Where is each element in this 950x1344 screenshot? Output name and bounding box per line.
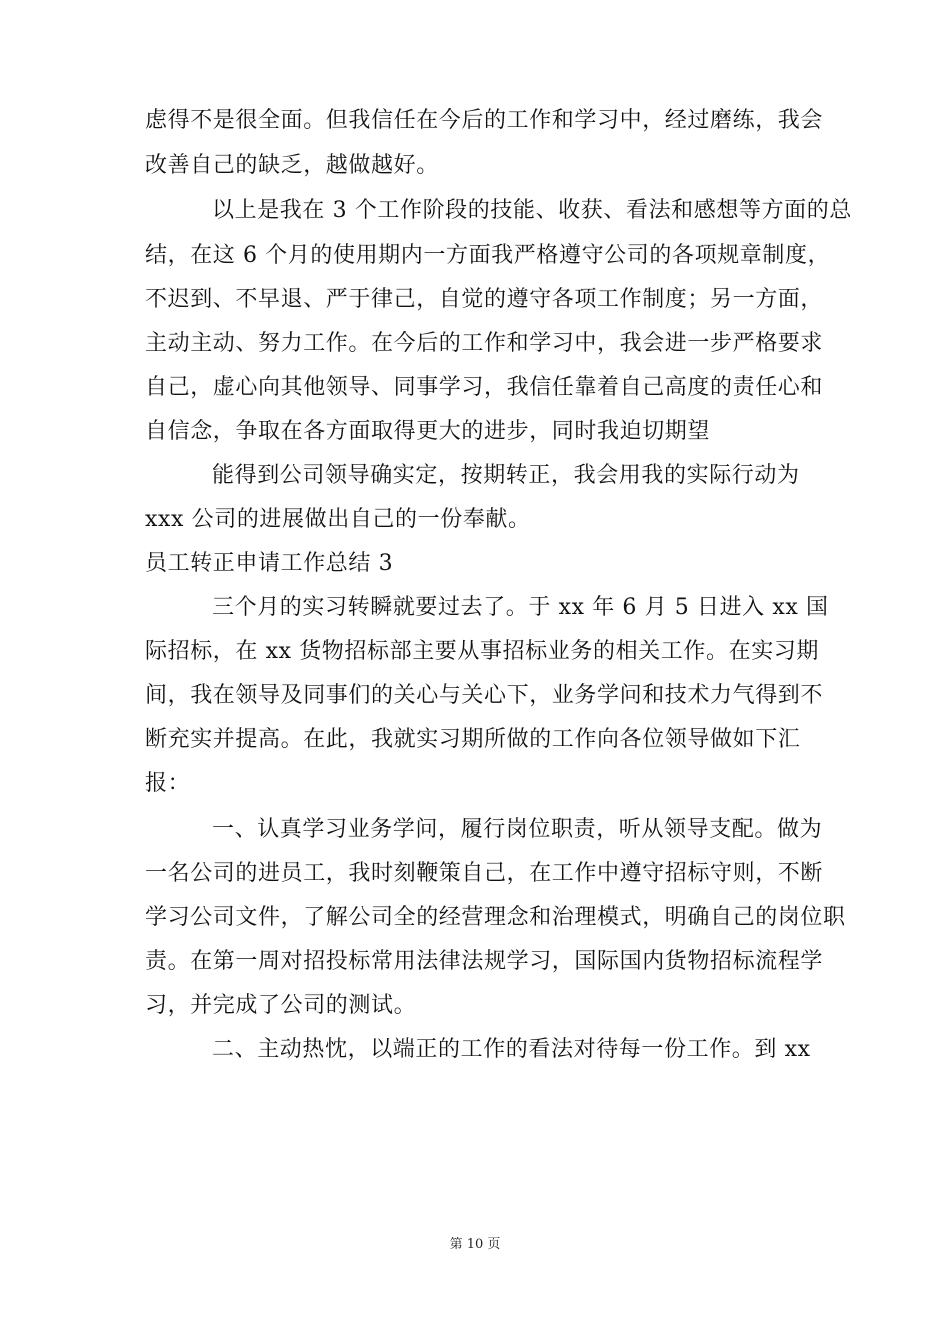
body-line: 自己，虚心向其他领导、同事学习，我信任靠着自己高度的责任心和 <box>145 375 824 400</box>
body-line: 改善自己的缺乏，越做越好。 <box>145 153 439 178</box>
body-line: 虑得不是很全面。但我信任在今后的工作和学习中，经过磨练，我会 <box>145 108 824 133</box>
paragraph-first-line: 一、认真学习业务学问，履行岗位职责，听从领导支配。做为 <box>212 817 823 842</box>
section-heading: 员工转正申请工作总结 3 <box>145 551 394 576</box>
page-number: 第 10 页 <box>449 1237 501 1252</box>
paragraph-first-line: 二、主动热忱，以端正的工作的看法对待每一份工作。到 xx <box>212 1037 811 1062</box>
paragraph-first-line: 三个月的实习转瞬就要过去了。于 xx 年 6 月 5 日进入 xx 国 <box>212 595 829 620</box>
body-line: 一名公司的进员工，我时刻鞭策自己，在工作中遵守招标守则，不断 <box>145 861 824 886</box>
body-line: 报： <box>145 771 191 796</box>
body-line: 主动主动、努力工作。在今后的工作和学习中，我会进一步严格要求 <box>145 331 824 356</box>
body-line: 学习公司文件，了解公司全的经营理念和治理模式，明确自己的岗位职 <box>145 905 846 930</box>
paragraph-first-line: 能得到公司领导确实定，按期转正，我会用我的实际行动为 <box>212 463 800 488</box>
paragraph-first-line: 以上是我在 3 个工作阶段的技能、收获、看法和感想等方面的总 <box>212 198 852 223</box>
body-line: xxx 公司的进展做出自己的一份奉献。 <box>145 507 531 532</box>
body-line: 习，并完成了公司的测试。 <box>145 993 417 1018</box>
body-line: 断充实并提高。在此，我就实习期所做的工作向各位领导做如下汇 <box>145 727 801 752</box>
body-line: 间，我在领导及同事们的关心与关心下，业务学问和技术力气得到不 <box>145 683 824 708</box>
body-line: 责。在第一周对招投标常用法律法规学习，国际国内货物招标流程学 <box>145 949 824 974</box>
body-line: 不迟到、不早退、严于律己，自觉的遵守各项工作制度；另一方面， <box>145 287 824 312</box>
body-line: 自信念，争取在各方面取得更大的进步，同时我迫切期望 <box>145 419 711 444</box>
body-line: 际招标，在 xx 货物招标部主要从事招标业务的相关工作。在实习期 <box>145 639 820 664</box>
body-line: 结，在这 6 个月的使用期内一方面我严格遵守公司的各项规章制度， <box>145 243 831 268</box>
